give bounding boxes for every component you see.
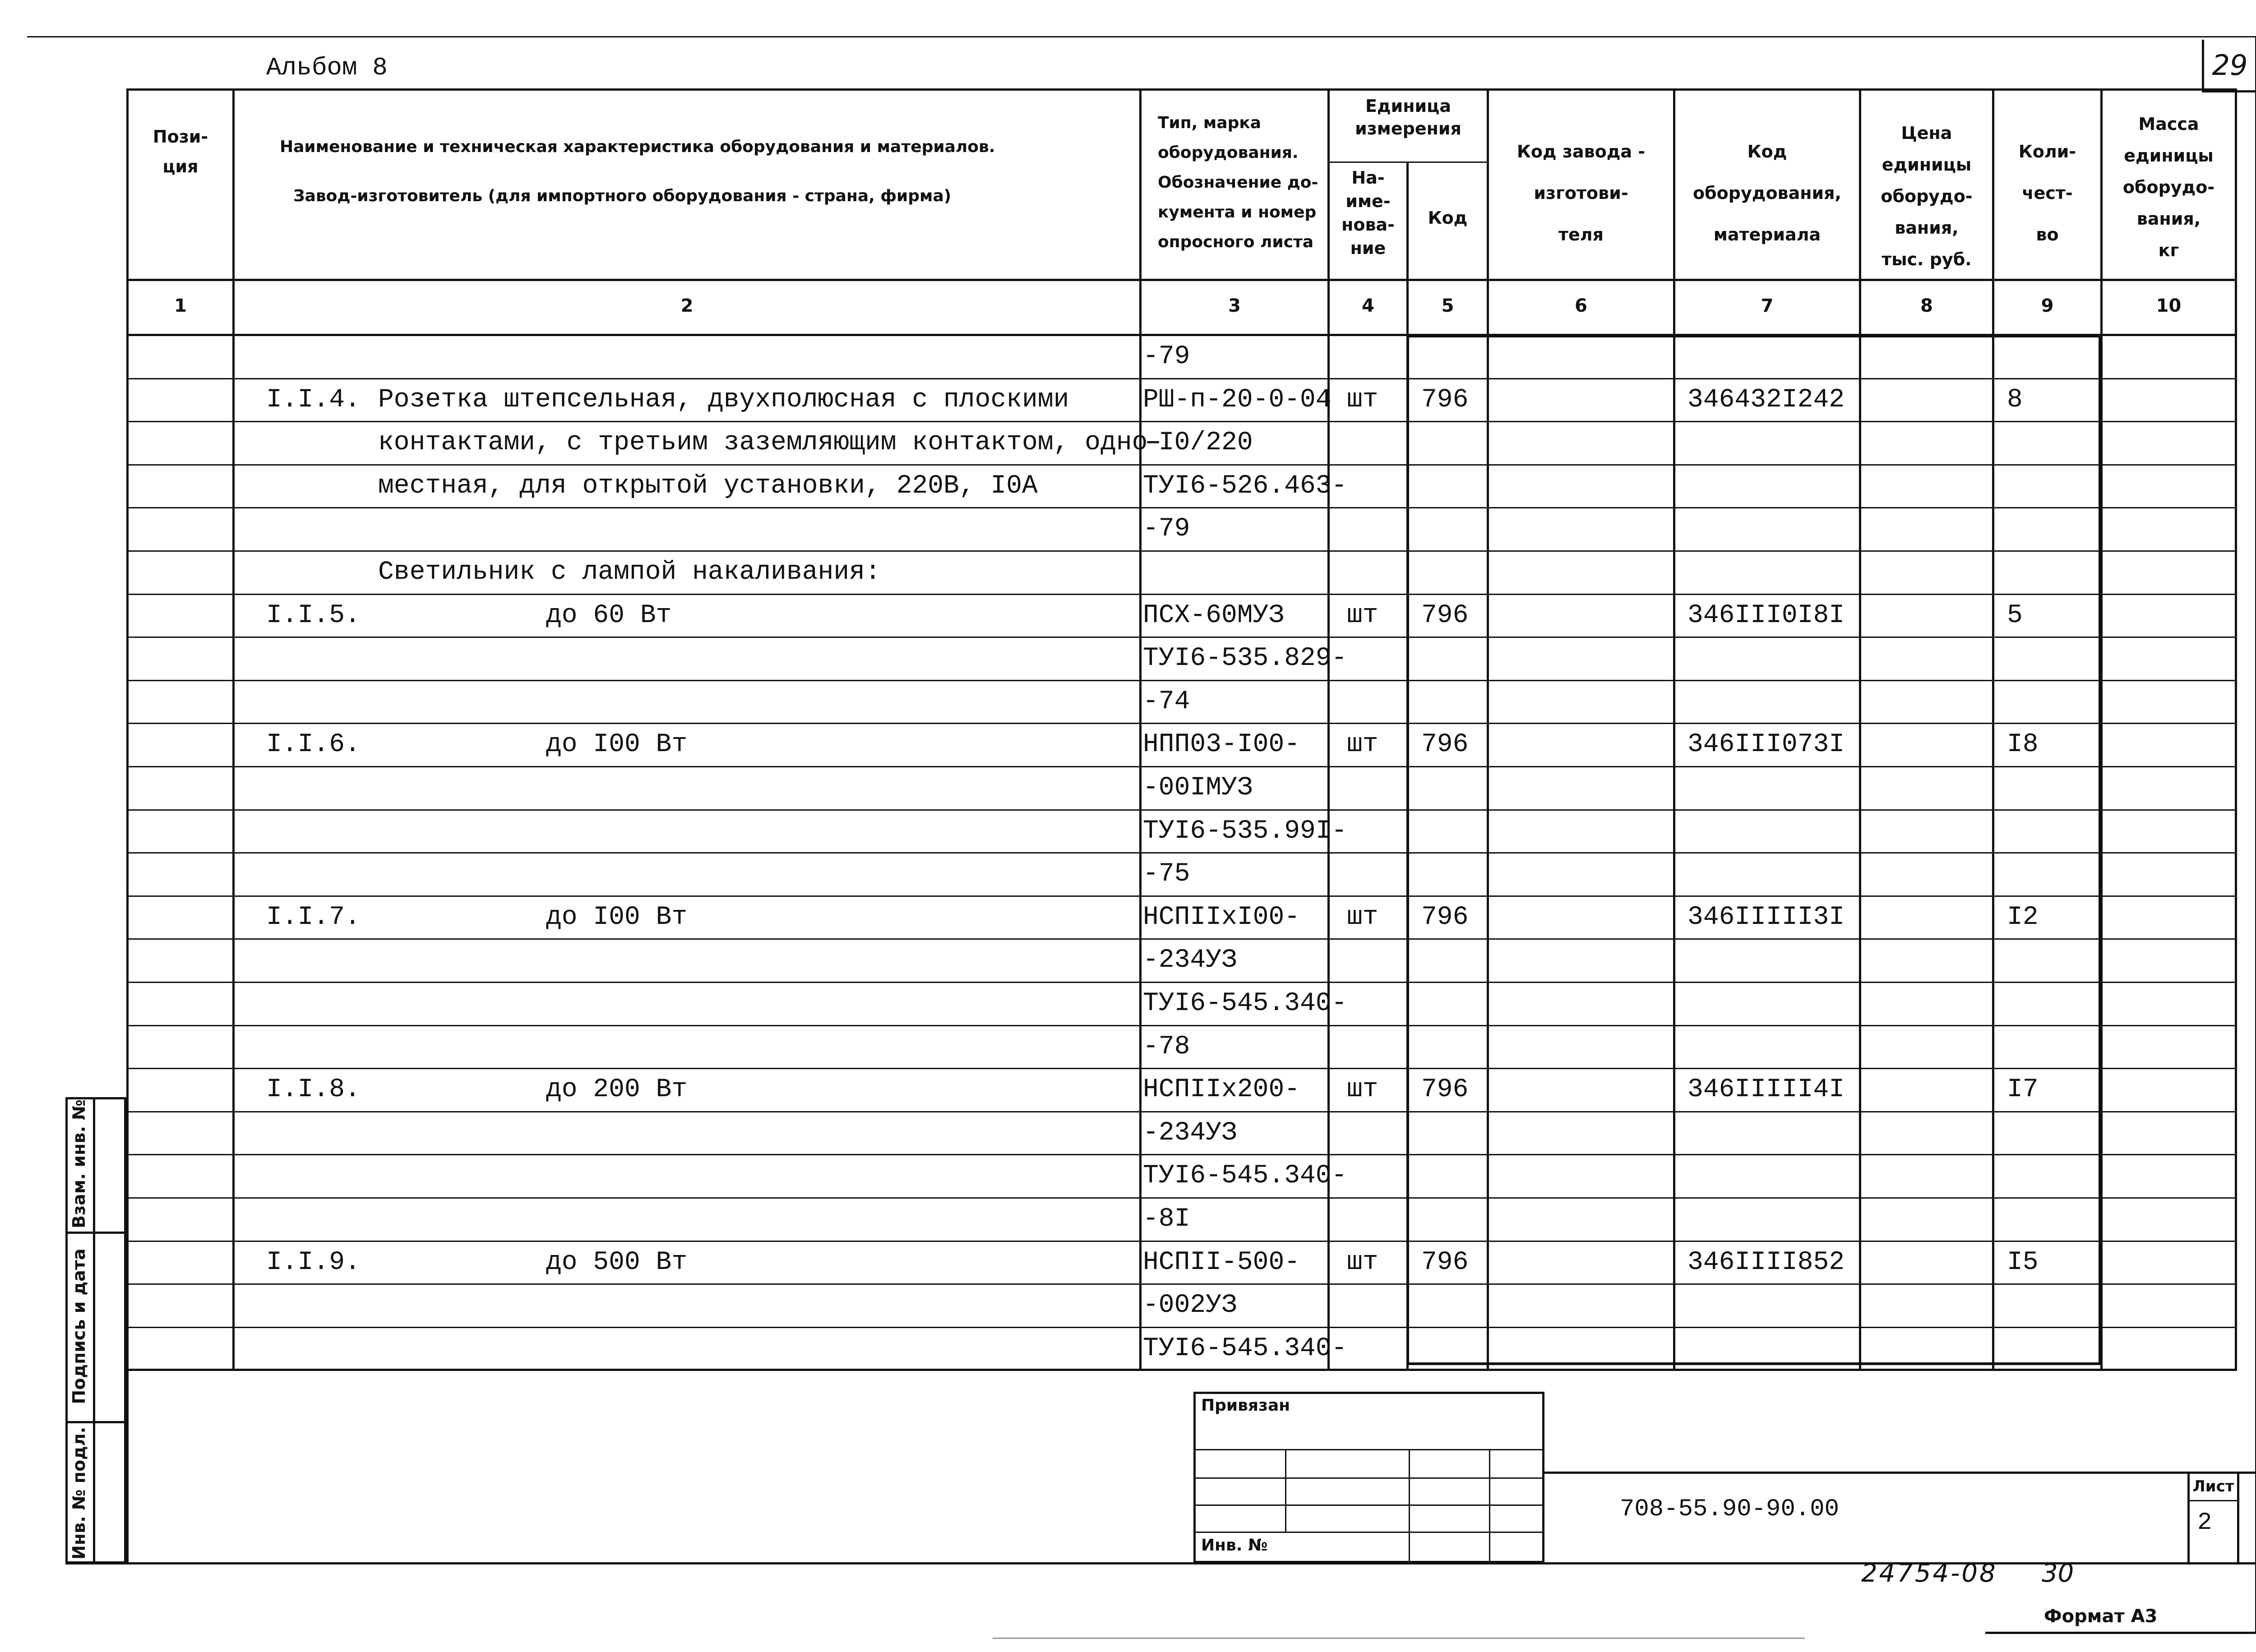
handwritten-number: 24754-08 bbox=[1861, 1559, 1997, 1588]
row-line bbox=[126, 507, 2237, 508]
row-line bbox=[126, 1154, 2237, 1155]
row-qty: I2 bbox=[2007, 902, 2039, 932]
row-type: -234УЗ bbox=[1143, 1118, 1237, 1148]
row-type: -75 bbox=[1143, 859, 1190, 889]
row-type: НСПII-500- bbox=[1143, 1247, 1300, 1277]
row-type: ПСХ-60МУЗ bbox=[1143, 600, 1285, 630]
bottom-border-line bbox=[1985, 1632, 2256, 1634]
privyazan-label: Привязан bbox=[1201, 1396, 1290, 1415]
row-line bbox=[126, 550, 2237, 552]
col-header-unit: Единица измерения bbox=[1355, 96, 1461, 138]
row-name: Светильник с лампой накаливания: bbox=[378, 558, 881, 587]
col-number: 4 bbox=[1362, 295, 1374, 316]
row-line bbox=[126, 1241, 2237, 1242]
stamp-inv-podl: Инв. № подл. bbox=[69, 1426, 89, 1560]
col-header-factory-code: Код завода - изготови- теля bbox=[1516, 142, 1646, 245]
row-pos: I.I.7. bbox=[266, 902, 361, 932]
page-number: 29 bbox=[2212, 49, 2248, 82]
row-name: контактами, с третьим заземляющим контактом, одно- bbox=[378, 428, 1164, 458]
row-line bbox=[126, 1068, 2237, 1069]
list-label: Лист bbox=[2192, 1477, 2234, 1495]
row-type: НПП03-I00- bbox=[1143, 730, 1300, 760]
row-type: -79 bbox=[1143, 514, 1190, 544]
row-type: -00IМУЗ bbox=[1143, 773, 1253, 803]
row-pos: I.I.4. bbox=[266, 385, 361, 415]
col-number: 9 bbox=[2041, 295, 2054, 316]
col-number: 8 bbox=[1920, 295, 1933, 316]
col-number: 3 bbox=[1228, 295, 1241, 316]
col-line-1 bbox=[232, 88, 235, 1370]
doc-code: 708-55.90-90.00 bbox=[1620, 1495, 1840, 1523]
row-type: РШ-п-20-0-04 bbox=[1143, 385, 1331, 415]
row-name: до I00 Вт bbox=[546, 902, 688, 932]
stamp-vzam: Взам. инв. № bbox=[69, 1099, 89, 1228]
col-line-2 bbox=[1139, 88, 1142, 1370]
col-header-name-line1: Наименование и техническая характеристика оборудования и материалов. bbox=[280, 138, 995, 156]
row-equip-code: 346III0I8I bbox=[1687, 600, 1845, 630]
row-type: -002УЗ bbox=[1143, 1291, 1237, 1320]
col-line-10 bbox=[2235, 88, 2237, 1370]
row-unit: шт bbox=[1347, 385, 1378, 415]
bottom-faint-line bbox=[993, 1638, 1805, 1639]
row-line bbox=[126, 464, 2237, 466]
row-line bbox=[126, 594, 2237, 595]
row-pos: I.I.8. bbox=[266, 1075, 361, 1105]
col-header-qty: Коли- чест- во bbox=[2018, 142, 2076, 245]
row-line bbox=[126, 982, 2237, 983]
row-type: -79 bbox=[1143, 342, 1190, 371]
row-line bbox=[126, 852, 2237, 854]
row-line bbox=[126, 1283, 2237, 1285]
row-line bbox=[126, 378, 2237, 379]
row-equip-code: 346IIII852 bbox=[1687, 1247, 1845, 1277]
row-type: ТУI6-526.463- bbox=[1143, 471, 1347, 501]
row-name: Розетка штепсельная, двухполюсная с плоскими bbox=[378, 385, 1069, 415]
row-type: -78 bbox=[1143, 1032, 1190, 1061]
col-header-unit-code: Код bbox=[1428, 208, 1468, 228]
row-pos: I.I.6. bbox=[266, 730, 361, 760]
col-header-pos: Пози- ция bbox=[153, 127, 208, 176]
row-type: ТУI6-535.99I- bbox=[1143, 816, 1347, 846]
row-line bbox=[126, 895, 2237, 897]
privyazan-line-2 bbox=[1193, 1477, 1544, 1479]
row-equip-code: 346432I242 bbox=[1687, 385, 1845, 415]
row-qty: I5 bbox=[2007, 1247, 2039, 1277]
row-qty: I7 bbox=[2007, 1075, 2039, 1105]
privyazan-vline-3 bbox=[1489, 1449, 1490, 1563]
col-header-price: Цена единицы оборудо- вания, тыс. руб. bbox=[1881, 123, 1973, 269]
row-line bbox=[126, 1025, 2237, 1026]
row-equip-code: 346IIIII3I bbox=[1687, 902, 1845, 932]
col-header-name-line2: Завод-изготовитель (для импортного оборудования - страна, фирма) bbox=[293, 187, 952, 205]
col-number: 5 bbox=[1441, 295, 1454, 316]
row-unit-code: 796 bbox=[1421, 1247, 1469, 1277]
row-type: -8I bbox=[1143, 1204, 1190, 1234]
col-header-type: Тип, марка оборудования. Обозначение до- кумента и номер опросного листа bbox=[1158, 114, 1318, 251]
row-unit: шт bbox=[1347, 1247, 1378, 1277]
row-unit-code: 796 bbox=[1421, 902, 1469, 932]
col-number: 2 bbox=[680, 295, 693, 316]
row-type: ТУI6-545.340- bbox=[1143, 989, 1347, 1018]
col-number: 1 bbox=[174, 295, 187, 316]
row-line bbox=[126, 723, 2237, 724]
inv-no-label: Инв. № bbox=[1201, 1536, 1268, 1555]
side-stamp-divider bbox=[93, 1097, 95, 1564]
row-name: до 200 Вт bbox=[546, 1075, 688, 1105]
row-line bbox=[126, 421, 2237, 422]
row-pos: I.I.9. bbox=[266, 1247, 361, 1277]
row-type: НСПIIх200- bbox=[1143, 1075, 1300, 1105]
row-qty: 8 bbox=[2007, 385, 2023, 415]
col-number: 6 bbox=[1575, 295, 1587, 316]
top-border-line bbox=[27, 36, 2256, 37]
doc-code-top-line bbox=[1543, 1472, 2256, 1474]
row-line bbox=[126, 680, 2237, 681]
row-unit: шт bbox=[1347, 600, 1378, 630]
row-unit-code: 796 bbox=[1421, 385, 1469, 415]
stamp-podpis: Подпись и дата bbox=[69, 1248, 89, 1404]
row-unit: шт bbox=[1347, 730, 1378, 760]
table-top-line bbox=[126, 88, 2237, 91]
row-line bbox=[126, 766, 2237, 767]
privyazan-line-4 bbox=[1193, 1532, 1544, 1533]
handwritten-page: 30 bbox=[2042, 1559, 2074, 1588]
row-unit: шт bbox=[1347, 1075, 1378, 1105]
row-line bbox=[126, 1197, 2237, 1199]
row-type: ТУI6-545.340- bbox=[1143, 1161, 1347, 1191]
col-header-equip-code: Код оборудования, материала bbox=[1693, 142, 1841, 245]
col-header-unit-name: На- име- нова- ние bbox=[1341, 168, 1395, 258]
row-type: -74 bbox=[1143, 687, 1190, 716]
row-line bbox=[126, 1327, 2237, 1328]
row-type: НСПIIxI00- bbox=[1143, 902, 1300, 932]
row-equip-code: 346III073I bbox=[1687, 730, 1845, 760]
privyazan-vline-1 bbox=[1285, 1449, 1286, 1532]
format-label: Формат А3 bbox=[2044, 1606, 2158, 1627]
row-equip-code: 346IIIII4I bbox=[1687, 1075, 1845, 1105]
row-name: до 500 Вт bbox=[546, 1247, 688, 1277]
row-unit-code: 796 bbox=[1421, 730, 1469, 760]
side-stamp-sep-2 bbox=[65, 1421, 126, 1423]
row-line bbox=[126, 809, 2237, 811]
col-number: 7 bbox=[1761, 295, 1774, 316]
row-line bbox=[126, 938, 2237, 940]
header-bottom-line bbox=[126, 279, 2237, 281]
row-name: до 60 Вт bbox=[546, 600, 672, 630]
row-unit-code: 796 bbox=[1421, 1075, 1469, 1105]
row-line bbox=[126, 1370, 2237, 1371]
row-type: ТУI6-535.829- bbox=[1143, 644, 1347, 674]
list-box-divider bbox=[2187, 1500, 2239, 1501]
privyazan-line-1 bbox=[1193, 1449, 1544, 1450]
row-type: -I0/220 bbox=[1143, 428, 1253, 458]
data-area-frame bbox=[1406, 335, 2101, 1365]
row-qty: I8 bbox=[2007, 730, 2039, 760]
list-number: 2 bbox=[2197, 1509, 2212, 1537]
row-type: ТУI6-545.340- bbox=[1143, 1334, 1347, 1363]
row-type: -234УЗ bbox=[1143, 946, 1237, 975]
row-name: местная, для открытой установки, 220В, I0А bbox=[378, 471, 1038, 501]
row-unit: шт bbox=[1347, 902, 1378, 932]
col-header-mass: Масса единицы оборудо- вания, кг bbox=[2122, 114, 2215, 260]
privyazan-line-3 bbox=[1193, 1504, 1544, 1506]
row-qty: 5 bbox=[2007, 600, 2023, 630]
row-pos: I.I.5. bbox=[266, 600, 361, 630]
row-name: до I00 Вт bbox=[546, 730, 688, 760]
side-stamp-sep-1 bbox=[65, 1232, 126, 1234]
row-line bbox=[126, 1111, 2237, 1112]
album-label: Альбом 8 bbox=[266, 53, 388, 82]
privyazan-vline-2 bbox=[1409, 1449, 1410, 1563]
row-unit-code: 796 bbox=[1421, 600, 1469, 630]
col-number: 10 bbox=[2156, 295, 2182, 316]
row-line bbox=[126, 637, 2237, 638]
